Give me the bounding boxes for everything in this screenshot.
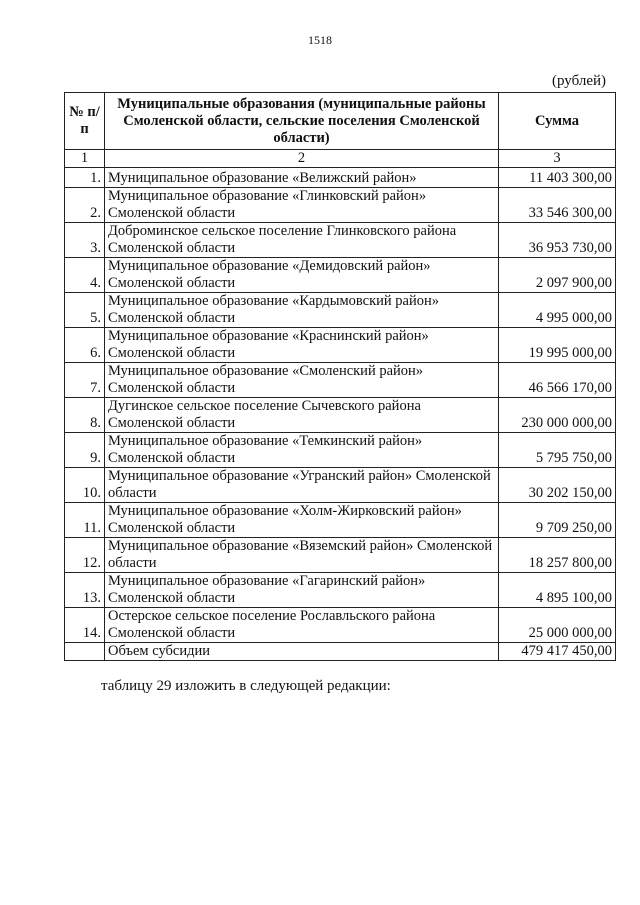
table-row [65,468,616,503]
table-row [65,258,616,293]
row-number: 7. [65,363,105,398]
subsidy-amount: 19 995 000,00 [499,328,616,363]
row-number: 2. [65,188,105,223]
municipality-name: Доброминское сельское поселение Глинковского района Смоленской области [105,223,499,258]
row-number: 9. [65,433,105,468]
row-number: 12. [65,538,105,573]
subsidy-table [64,92,616,661]
subsidy-amount: 4 895 100,00 [499,573,616,608]
row-number: 4. [65,258,105,293]
column-number: 3 [499,150,616,168]
column-numbers-row [65,150,616,168]
header-name: Муниципальные образования (муниципальные районы Смоленской области, сельские поселения Смоленской области) [105,93,499,150]
subsidy-amount: 5 795 750,00 [499,433,616,468]
row-number: 14. [65,608,105,643]
table-row [65,328,616,363]
row-number: 13. [65,573,105,608]
subsidy-amount: 36 953 730,00 [499,223,616,258]
municipality-name: Остерское сельское поселение Рославльского района Смоленской области [105,608,499,643]
table-row [65,223,616,258]
municipality-name: Муниципальное образование «Демидовский район» Смоленской области [105,258,499,293]
row-number: 8. [65,398,105,433]
municipality-name: Муниципальное образование «Кардымовский район» Смоленской области [105,293,499,328]
subsidy-amount: 11 403 300,00 [499,168,616,188]
subsidy-amount: 230 000 000,00 [499,398,616,433]
municipality-name: Муниципальное образование «Смоленский район» Смоленской области [105,363,499,398]
column-number: 2 [105,150,499,168]
table-row [65,168,616,188]
total-row [65,643,616,661]
municipality-name: Муниципальное образование «Гагаринский район» Смоленской области [105,573,499,608]
table-row [65,538,616,573]
municipality-name: Муниципальное образование «Угранский район» Смоленской области [105,468,499,503]
table-row [65,363,616,398]
instruction-text: таблицу 29 изложить в следующей редакции: [101,678,391,694]
subsidy-amount: 18 257 800,00 [499,538,616,573]
subsidy-amount: 4 995 000,00 [499,293,616,328]
municipality-name: Дугинское сельское поселение Сычевского района Смоленской области [105,398,499,433]
row-number: 3. [65,223,105,258]
municipality-name: Муниципальное образование «Темкинский район» Смоленской области [105,433,499,468]
units-label: (рублей) [552,73,607,89]
municipality-name: Муниципальное образование «Вяземский район» Смоленской области [105,538,499,573]
table-row [65,608,616,643]
table-row [65,573,616,608]
municipality-name: Муниципальное образование «Холм-Жирковский район» Смоленской области [105,503,499,538]
subsidy-amount: 2 097 900,00 [499,258,616,293]
subsidy-amount: 9 709 250,00 [499,503,616,538]
municipality-name: Муниципальное образование «Велижский район» [105,168,499,188]
row-number: 10. [65,468,105,503]
row-number: 1. [65,168,105,188]
table-row [65,433,616,468]
table-row [65,503,616,538]
row-number: 11. [65,503,105,538]
subsidy-amount: 25 000 000,00 [499,608,616,643]
municipality-name: Муниципальное образование «Краснинский район» Смоленской области [105,328,499,363]
table-row [65,398,616,433]
header-num: № п/п [65,93,105,150]
subsidy-amount: 30 202 150,00 [499,468,616,503]
page-number: 1518 [308,33,332,47]
table-header-row [65,93,616,150]
row-number: 5. [65,293,105,328]
total-row-number [65,643,105,661]
municipality-name: Муниципальное образование «Глинковский район» Смоленской области [105,188,499,223]
subsidy-amount: 46 566 170,00 [499,363,616,398]
total-amount: 479 417 450,00 [499,643,616,661]
total-label: Объем субсидии [105,643,499,661]
column-number: 1 [65,150,105,168]
table-row [65,293,616,328]
row-number: 6. [65,328,105,363]
header-sum: Сумма [499,93,616,150]
table-row [65,188,616,223]
subsidy-amount: 33 546 300,00 [499,188,616,223]
